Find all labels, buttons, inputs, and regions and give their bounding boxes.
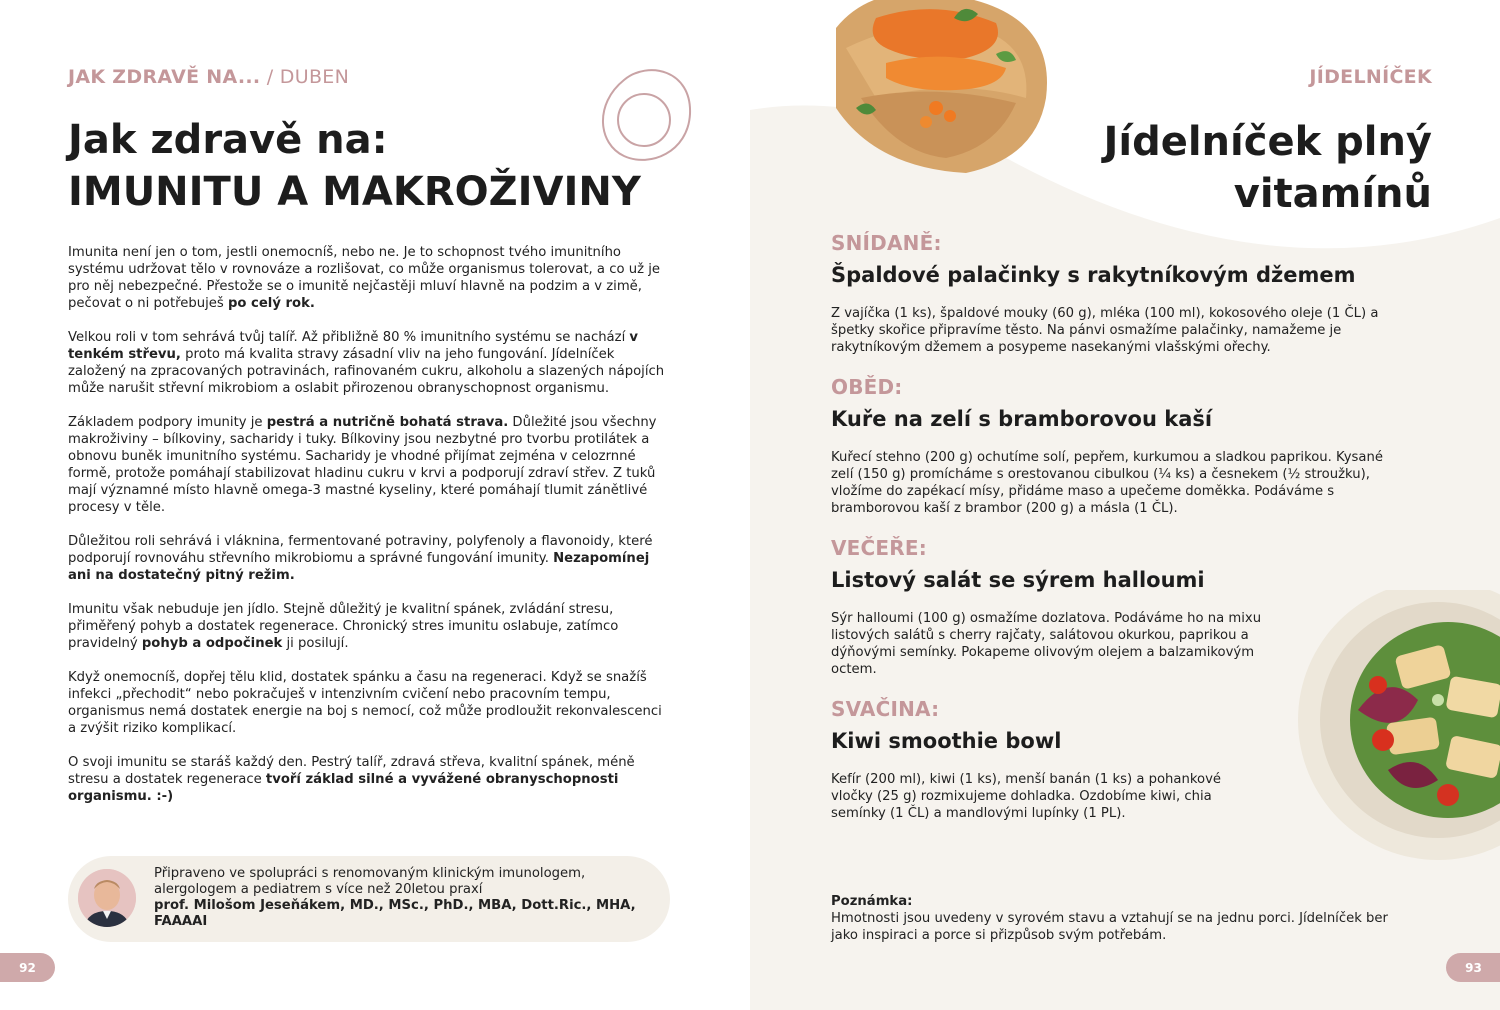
bold-text: v tenkém střevu,	[68, 330, 639, 362]
credit-name-text: prof. Milošom Jeseňákem, MD., MSc., PhD., MBA, Dott.Ric., MHA, FAAAAI	[154, 898, 636, 929]
meal-label: OBĚD:	[831, 375, 903, 399]
meal-lunch	[831, 375, 1421, 517]
bold-text: po celý rok.	[227, 296, 315, 311]
meal-name: Špaldové palačinky s rakytníkovým džemem	[831, 263, 1356, 287]
meal-label: SVAČINA:	[831, 697, 940, 721]
article-body	[68, 244, 672, 822]
egg-icon	[590, 62, 700, 172]
kicker-section: JAK ZDRAVĚ NA...	[68, 66, 261, 88]
text-run: Když onemocníš, dopřej tělu klid, dostatek spánku a času na regeneraci. Když se snažíš infekci „přechodit“ nebo pokračuješ v intenzivním cvičení nebo pracovním tempu, organismus nemá dostatek energie na boj s nemocí, což může prodloužit rekonvalescenci a zvýšit riziko komplikací.	[68, 670, 662, 736]
meal-description: Kefír (200 ml), kiwi (1 ks), menší banán (1 ks) a pohankové vločky (25 g) rozmixujeme dohladka. Ozdobíme kiwi, chia semínky (1 ČL) a mandlovými lupínky (1 PL).	[831, 772, 1221, 821]
page-number-left: 92	[0, 953, 55, 982]
page-title-line1: Jak zdravě na:	[68, 117, 388, 163]
bold-text: pohyb a odpočinek	[141, 636, 283, 651]
meal-name: Listový salát se sýrem halloumi	[831, 568, 1205, 592]
meal-description: Kuřecí stehno (200 g) ochutíme solí, pepřem, kurkumou a sladkou paprikou. Kysané zelí (150 g) promícháme s orestovanou cibulkou (¼ ks) a česnekem (½ stroužku), vložíme do zapékací mísy, přidáme maso a upečeme doměkka. Podáváme s bramborovou kaší z brambor (200 g) a másla (1 ČL).	[831, 450, 1383, 516]
credit-line2: alergologem a pediatrem s více než 20letou praxí	[154, 882, 483, 897]
meal-name: Kuře na zelí s bramborovou kaší	[831, 407, 1213, 431]
author-photo	[78, 869, 136, 927]
credit-name	[154, 898, 654, 930]
bold-text: pestrá a nutričně bohatá strava.	[266, 415, 509, 430]
page-number-right: 93	[1446, 953, 1500, 982]
text-run: Základem podpory imunity je	[68, 415, 267, 430]
article-paragraph	[68, 754, 672, 805]
article-paragraph	[68, 601, 672, 652]
article-paragraph	[68, 414, 672, 516]
meal-description: Sýr halloumi (100 g) osmažíme dozlatova. Podáváme ho na mixu listových salátů s cherry rajčaty, salátovou okurkou, paprikou a dýňovými semínky. Pokapeme olivovým olejem a balzamikovým octem.	[831, 611, 1262, 677]
article-paragraph	[68, 669, 672, 737]
page-title-line2: IMUNITU A MAKROŽIVINY	[68, 169, 641, 215]
note-title-text: Poznámka:	[831, 894, 913, 909]
avatar-illustration	[78, 869, 136, 927]
right-page	[750, 0, 1500, 1010]
article-paragraph	[68, 329, 672, 397]
note-title	[831, 893, 1391, 910]
text-run: proto má kvalita stravy zásadní vliv na jeho fungování. Jídelníček založený na zpracovaných potravinách, rafinovaném cukru, alkoholu a slazených nápojích může narušit střevní mikrobiom a oslabit přirozenou obranyschopnost organismu.	[68, 347, 665, 396]
text-run: Imunitu však nebuduje jen jídlo. Stejně důležitý je kvalitní spánek, zvládání stresu, přiměřený pohyb a dostatek regenerace. Chronický stres imunitu oslabuje, zatímco pravidelný	[68, 602, 619, 651]
meal-breakfast	[831, 231, 1421, 356]
section-kicker	[68, 66, 349, 88]
bold-text: tvoří základ silné a vyvážené obranyschopnosti organismu. :-)	[68, 772, 619, 804]
meal-label: SNÍDANĚ:	[831, 231, 942, 255]
salad-photo	[1298, 590, 1500, 870]
text-run: Imunita není jen o tom, jestli onemocníš, nebo ne. Je to schopnost tvého imunitního systému udržovat tělo v rovnováze a rozlišovat, co může organismus tolerovat, a co už je pro něj nebezpečné. Přestože se o imunitě nejčastěji mluví hlavně na podzim a v zimě, pečovat o ni potřebuješ	[68, 245, 660, 311]
text-run: Důležité jsou všechny makroživiny – bílkoviny, sacharidy i tuky. Bílkoviny jsou nezbytné pro tvorbu protilátek a obnovu buněk imunitního systému. Sacharidy je vhodné přijímat zejména v celozrnné formě, protože pomáhají stabilizovat hladinu cukru v krvi a podporují zdraví střev. Z tuků mají významné místo hlavně omega-3 mastné kyseliny, které pomáhají tlumit zánětlivé procesy v těle.	[68, 415, 657, 515]
kicker-month: / DUBEN	[266, 66, 350, 88]
text-run: Velkou roli v tom sehrává tvůj talíř. Až přibližně 80 % imunitního systému se nachází	[68, 330, 630, 345]
bold-text: Nezapomínej ani na dostatečný pitný režim.	[68, 551, 650, 583]
article-paragraph	[68, 244, 672, 312]
credit-box	[68, 856, 670, 942]
text-run: Důležitou roli sehrává i vláknina, fermentované potraviny, polyfenoly a flavonoidy, které podporují rovnováhu střevního mikrobiomu a správné fungování imunity.	[68, 534, 653, 566]
menu-kicker: JÍDELNÍČEK	[1309, 66, 1432, 88]
menu-title: Jídelníček plný vitamínů	[1103, 119, 1432, 217]
note-text: Hmotnosti jsou uvedeny v syrovém stavu a vztahují se na jednu porci. Jídelníček ber jako inspiraci a porce si přizpůsob svým potřebám.	[831, 911, 1388, 943]
meal-description: Z vajíčka (1 ks), špaldové mouky (60 g), mléka (100 ml), kokosového oleje (1 ČL) a špetky skořice připravíme těsto. Na pánvi osmažíme palačinky, namažeme je rakytníkovým džemem a posypeme nasekanými vlašskými ořechy.	[831, 306, 1379, 355]
meal-name: Kiwi smoothie bowl	[831, 729, 1062, 753]
text-run: ji posilují.	[282, 636, 349, 651]
note	[831, 893, 1391, 944]
credit-text	[154, 866, 654, 930]
meal-label: VEČEŘE:	[831, 536, 927, 560]
credit-line1: Připraveno ve spolupráci s renomovaným klinickým imunologem,	[154, 866, 586, 881]
text-run: O svoji imunitu se staráš každý den. Pestrý talíř, zdravá střeva, kvalitní spánek, méně stresu a dostatek regenerace	[68, 755, 635, 787]
article-paragraph	[68, 533, 672, 584]
